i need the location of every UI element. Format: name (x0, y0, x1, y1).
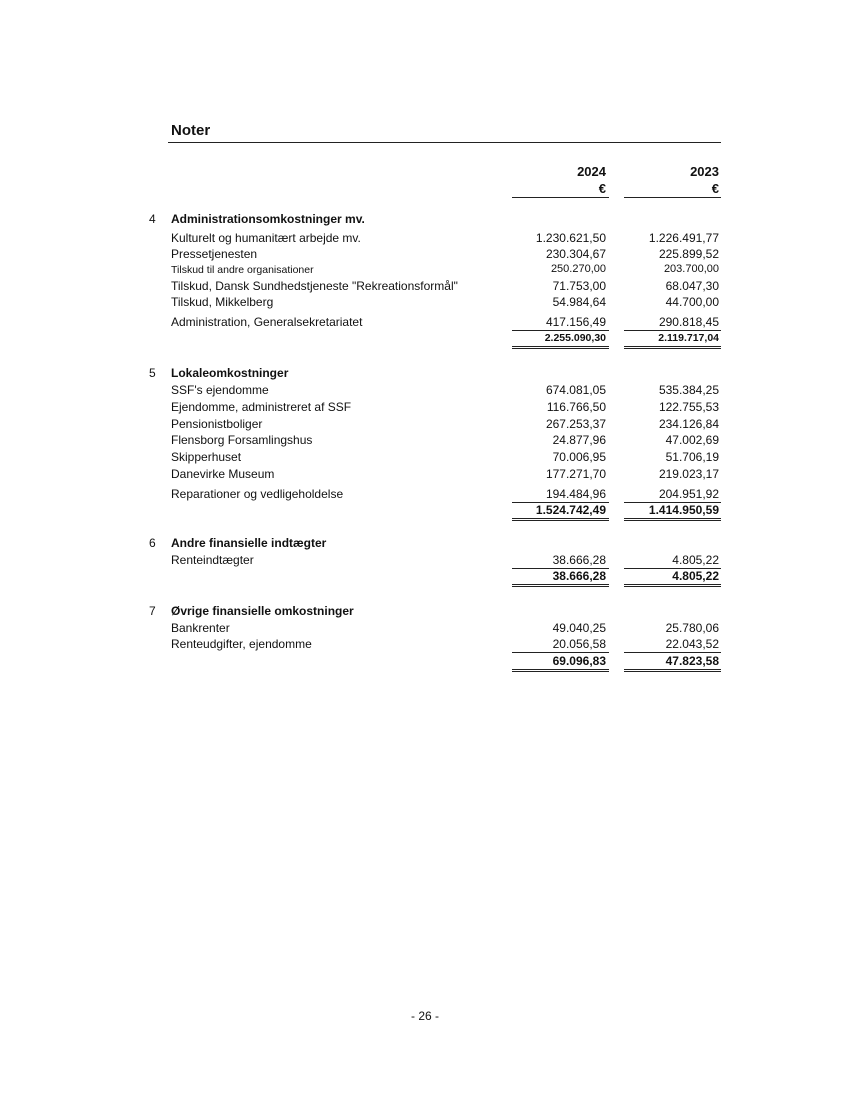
row-label: Danevirke Museum (171, 467, 275, 481)
row-label: Flensborg Forsamlingshus (171, 433, 313, 447)
total-double-rule (512, 669, 609, 672)
note-title: Andre finansielle indtægter (171, 536, 327, 550)
value-2024: 116.766,50 (546, 400, 606, 414)
value-2023: 51.706,19 (665, 450, 719, 464)
value-2024: 38.666,28 (552, 553, 606, 567)
row-label: Pensionistboliger (171, 417, 263, 431)
value-2024: 267.253,37 (545, 417, 606, 431)
year-2023-header: 2023 (690, 164, 719, 179)
total-row (0, 654, 850, 670)
note-number: 6 (149, 536, 156, 550)
value-2023: 68.047,30 (665, 279, 719, 293)
value-2023: 203.700,00 (663, 263, 719, 275)
table-row (0, 553, 850, 569)
note-title: Administrationsomkostninger mv. (171, 212, 365, 226)
value-2023: 219.023,17 (658, 467, 719, 481)
value-2023: 234.126,84 (658, 417, 719, 431)
value-2024: 54.984,64 (552, 295, 606, 309)
value-2023: 1.226.491,77 (648, 231, 719, 245)
value-2024: 417.156,49 (545, 315, 606, 329)
value-2024: 177.271,70 (545, 467, 606, 481)
value-2023: 535.384,25 (658, 383, 719, 397)
value-2024: 230.304,67 (545, 247, 606, 261)
row-label: Renteindtægter (171, 553, 254, 567)
table-row (0, 433, 850, 449)
table-row (0, 315, 850, 331)
total-row (0, 569, 850, 585)
row-label: SSF's ejendomme (171, 383, 269, 397)
total-2024: 2.255.090,30 (544, 332, 606, 344)
value-2024: 20.056,58 (552, 637, 606, 651)
value-2023: 4.805,22 (672, 553, 719, 567)
note-title: Øvrige finansielle omkostninger (171, 604, 354, 618)
value-2024: 194.484,96 (545, 487, 606, 501)
value-2024: 674.081,05 (545, 383, 606, 397)
header-rule-2024 (512, 197, 609, 198)
value-2024: 71.753,00 (552, 279, 606, 293)
value-2024: 70.006,95 (552, 450, 606, 464)
row-label: Kulturelt og humanitært arbejde mv. (171, 231, 361, 245)
row-label: Tilskud, Dansk Sundhedstjeneste "Rekreationsformål" (171, 279, 458, 293)
total-2023: 1.414.950,59 (648, 503, 719, 517)
row-label: Tilskud til andre organisationer (171, 264, 314, 276)
total-double-rule (624, 669, 721, 672)
note-number: 7 (149, 604, 156, 618)
note-title: Lokaleomkostninger (171, 366, 289, 380)
page-number: - 26 - (410, 1009, 439, 1023)
table-row (0, 295, 850, 311)
value-2023: 22.043,52 (665, 637, 719, 651)
total-2024: 38.666,28 (552, 569, 606, 583)
value-2024: 250.270,00 (550, 263, 606, 275)
table-row (0, 231, 850, 247)
total-2023: 4.805,22 (672, 569, 719, 583)
subtotal-rule (624, 330, 721, 331)
row-label: Bankrenter (171, 621, 230, 635)
row-label: Tilskud, Mikkelberg (171, 295, 274, 309)
total-double-rule (624, 346, 721, 349)
value-2023: 225.899,52 (658, 247, 719, 261)
total-2024: 1.524.742,49 (535, 503, 606, 517)
value-2024: 24.877,96 (552, 433, 606, 447)
header-rule-2023 (624, 197, 721, 198)
value-2023: 47.002,69 (665, 433, 719, 447)
total-2023: 2.119.717,04 (658, 332, 719, 344)
value-2023: 290.818,45 (658, 315, 719, 329)
value-2023: 44.700,00 (665, 295, 719, 309)
value-2023: 25.780,06 (665, 621, 719, 635)
table-row (0, 417, 850, 433)
row-label: Skipperhuset (171, 450, 242, 464)
row-label: Ejendomme, administreret af SSF (171, 400, 352, 414)
title-rule (168, 142, 721, 143)
table-row (0, 247, 850, 263)
row-label: Reparationer og vedligeholdelse (171, 487, 344, 501)
table-row (0, 279, 850, 295)
value-2023: 204.951,92 (658, 487, 719, 501)
total-row (0, 503, 850, 519)
currency-2024: € (598, 181, 606, 196)
total-double-rule (624, 518, 721, 521)
year-2024-header: 2024 (577, 164, 606, 179)
row-label: Renteudgifter, ejendomme (171, 637, 312, 651)
subtotal-rule (624, 652, 721, 653)
value-2024: 1.230.621,50 (535, 231, 606, 245)
total-double-rule (624, 584, 721, 587)
total-2024: 69.096,83 (552, 654, 606, 668)
table-row (0, 400, 850, 416)
table-row (0, 487, 850, 503)
total-2023: 47.823,58 (665, 654, 719, 668)
table-row (0, 467, 850, 483)
total-row (0, 332, 850, 348)
note-number: 5 (149, 366, 156, 380)
table-row (0, 450, 850, 466)
value-2023: 122.755,53 (658, 400, 719, 414)
page-title: Noter (171, 122, 211, 139)
table-row (0, 621, 850, 637)
table-row (0, 383, 850, 399)
total-double-rule (512, 584, 609, 587)
subtotal-rule (512, 652, 609, 653)
row-label: Pressetjenesten (171, 247, 258, 261)
table-row (0, 263, 850, 279)
value-2024: 49.040,25 (552, 621, 606, 635)
currency-2023: € (711, 181, 719, 196)
note-number: 4 (149, 212, 156, 226)
total-double-rule (512, 518, 609, 521)
table-row (0, 637, 850, 653)
subtotal-rule (512, 330, 609, 331)
row-label: Administration, Generalsekretariatet (171, 315, 363, 329)
total-double-rule (512, 346, 609, 349)
